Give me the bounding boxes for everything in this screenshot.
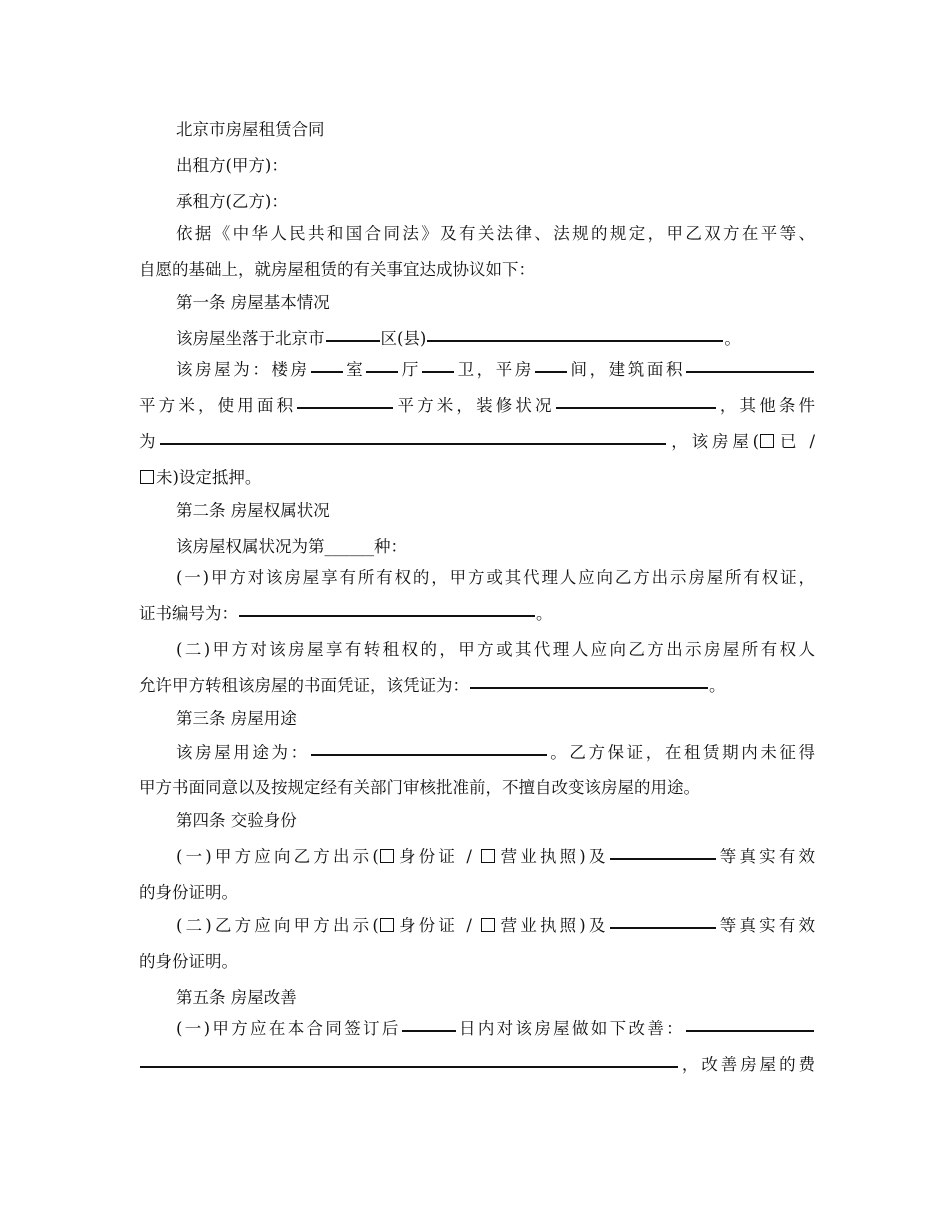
article-4-item-1-line-1: (一)甲方应向乙方出示( 身份证 / 营业执照)及 等真实有效 [176, 847, 816, 866]
checkbox-icon[interactable] [481, 918, 495, 932]
preamble-line-1: 依据《中华人民共和国合同法》及有关法律、法规的规定，甲乙双方在平等、 [176, 224, 815, 243]
article-2-heading: 第二条 房屋权属状况 [176, 501, 330, 520]
lessee-line: 承租方(乙方)： [176, 192, 288, 211]
decoration-blank [556, 407, 716, 409]
checkbox-icon[interactable] [380, 918, 394, 932]
article-2-item-2-line-2: 允许甲方转租该房屋的书面凭证，该凭证为： 。 [139, 676, 726, 695]
article-3-line-1: 该房屋用途为： 。乙方保证，在租赁期内未征得 [176, 743, 816, 762]
checkbox-icon[interactable] [380, 849, 394, 863]
usage-blank [311, 754, 547, 756]
checkbox-icon[interactable] [481, 849, 495, 863]
checkbox-icon[interactable] [140, 470, 154, 484]
article-5-item-1-line-1: (一)甲方应在本合同签订后 日内对该房屋做如下改善： [176, 1017, 815, 1041]
article-1-desc-line-2: 平方米，使用面积 平方米，装修状况 ，其他条件 [139, 396, 816, 415]
days-blank [402, 1030, 456, 1032]
checkbox-icon[interactable] [760, 434, 774, 448]
article-1-desc-line-4: 未)设定抵押。 [139, 466, 815, 490]
article-2-status: 该房屋权属状况为第______种： [176, 537, 407, 556]
article-3-line-2: 甲方书面同意以及按规定经有关部门审核批准前，不擅自改变该房屋的用途。 [139, 778, 700, 797]
article-2-item-1-line-1: (一)甲方对该房屋享有所有权的，甲方或其代理人应向乙方出示房屋所有权证， [176, 568, 815, 587]
article-2-item-2-line-1: (二)甲方对该房屋享有转租权的，甲方或其代理人应向乙方出示房屋所有权人 [176, 640, 815, 659]
bath-blank [422, 371, 454, 373]
sublease-proof-blank [470, 687, 708, 689]
article-2-item-1-line-2: 证书编号为： 。 [139, 604, 553, 623]
article-4-item-2-line-1: (二)乙方应向甲方出示( 身份证 / 营业执照)及 等真实有效 [176, 916, 816, 935]
article-4-heading: 第四条 交验身份 [176, 811, 297, 830]
address-blank [427, 340, 723, 342]
article-5-heading: 第五条 房屋改善 [176, 988, 297, 1007]
article-1-location: 该房屋坐落于北京市 区(县) 。 [176, 329, 741, 348]
preamble-line-2: 自愿的基础上，就房屋租赁的有关事宜达成协议如下： [139, 260, 535, 279]
improvement-blank-2 [140, 1066, 678, 1068]
hall-blank [366, 371, 398, 373]
article-5-item-1-line-2: ，改善房屋的费 [139, 1053, 815, 1077]
article-4-item-2-line-2: 的身份证明。 [139, 952, 238, 971]
contract-title: 北京市房屋租赁合同 [176, 120, 325, 139]
usable-area-blank [297, 407, 393, 409]
article-1-desc-line-3: 为 ，该房屋( 已 / [139, 432, 816, 451]
room-blank [311, 371, 343, 373]
lessor-id-blank [610, 858, 716, 860]
certificate-number-blank [239, 615, 535, 617]
building-area-blank [686, 371, 814, 373]
article-3-heading: 第三条 房屋用途 [176, 709, 297, 728]
other-conditions-blank [160, 443, 666, 445]
lessee-id-blank [610, 927, 716, 929]
article-1-desc-line-1: 该房屋为：楼房 室 厅 卫，平房 间，建筑面积 [176, 358, 815, 382]
article-1-heading: 第一条 房屋基本情况 [176, 293, 330, 312]
article-4-item-1-line-2: 的身份证明。 [139, 883, 238, 902]
bungalow-blank [535, 371, 567, 373]
improvement-blank-1 [686, 1030, 814, 1032]
district-blank [326, 340, 380, 342]
lessor-line: 出租方(甲方)： [176, 156, 288, 175]
